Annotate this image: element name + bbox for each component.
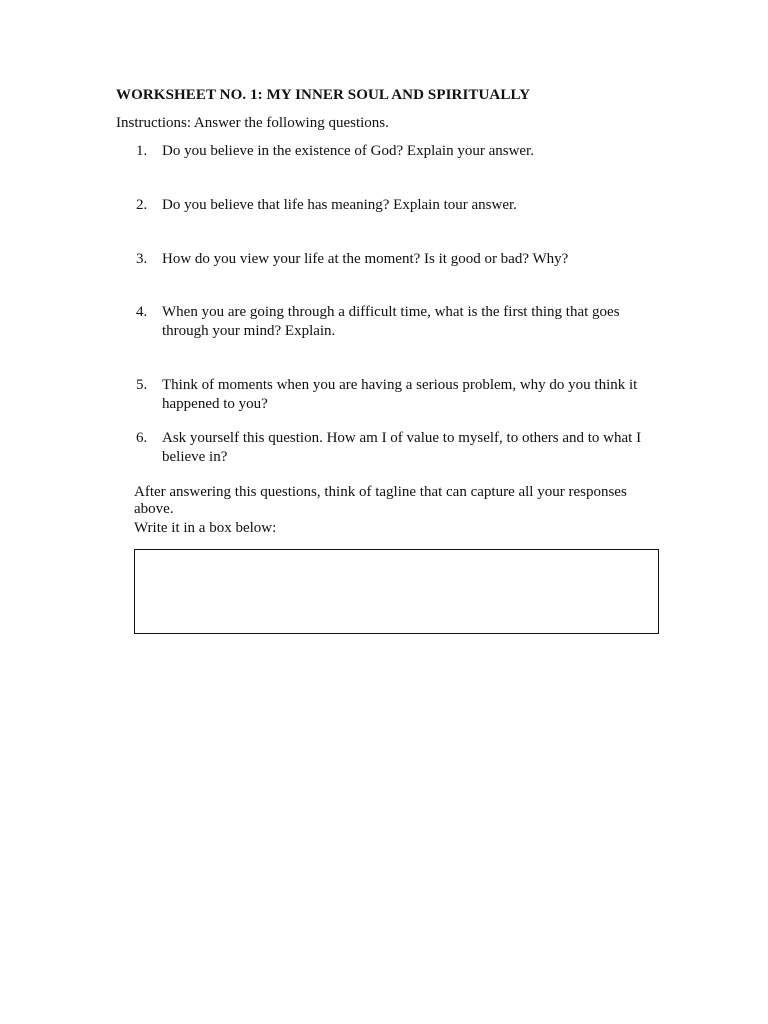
question-item-1 <box>136 142 646 161</box>
question-number: 1. <box>136 143 148 159</box>
question-number: 5. <box>136 377 148 393</box>
question-text: Think of moments when you are having a serious problem, why do you think it happened to you? <box>162 377 638 412</box>
question-text: Ask yourself this question. How am I of value to myself, to others and to what I believe in? <box>162 430 642 465</box>
question-item-5 <box>136 376 646 414</box>
question-text: Do you believe in the existence of God? Explain your answer. <box>162 143 534 159</box>
question-item-4 <box>136 303 646 341</box>
question-item-6 <box>136 429 646 467</box>
after-answering-text: After answering this questions, think of tagline that can capture all your responses above. <box>134 484 627 517</box>
question-text: Do you believe that life has meaning? Explain tour answer. <box>162 197 517 213</box>
question-text: When you are going through a difficult time, what is the first thing that goes through your mind? Explain. <box>162 304 620 339</box>
tagline-answer-box[interactable] <box>134 549 659 634</box>
question-number: 6. <box>136 430 148 446</box>
question-item-3 <box>136 250 646 269</box>
instructions-text: Instructions: Answer the following questions. <box>116 115 389 131</box>
question-text: How do you view your life at the moment? Is it good or bad? Why? <box>162 251 569 267</box>
question-number: 3. <box>136 251 148 267</box>
question-number: 4. <box>136 304 148 320</box>
worksheet-title: WORKSHEET NO. 1: MY INNER SOUL AND SPIRITUALLY <box>116 87 531 103</box>
question-item-2 <box>136 196 646 215</box>
question-number: 2. <box>136 197 148 213</box>
write-instruction-text: Write it in a box below: <box>134 520 277 536</box>
